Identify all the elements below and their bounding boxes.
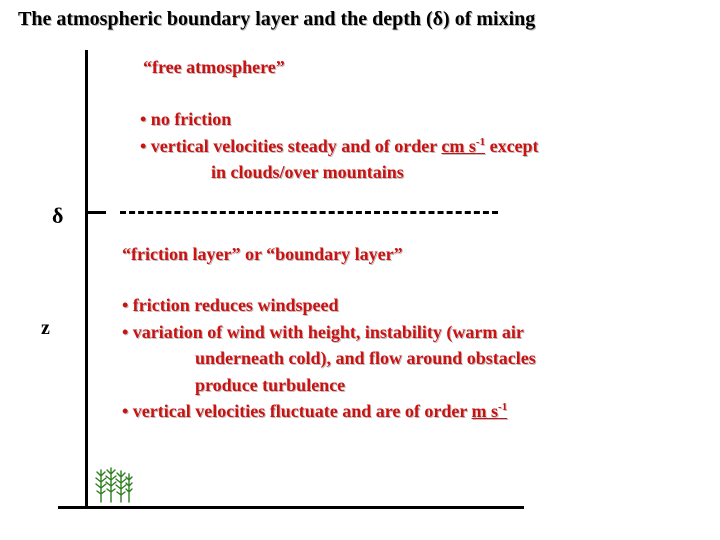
bullet-text-tail: except bbox=[485, 136, 539, 156]
page-title: The atmospheric boundary layer and the depth (δ) of mixing bbox=[18, 8, 536, 30]
unit-text: m s bbox=[471, 401, 499, 421]
unit-exponent: -1 bbox=[498, 401, 508, 413]
free-atmosphere-bullet-vertical-velocities bbox=[140, 136, 539, 157]
delta-label: δ bbox=[52, 203, 64, 228]
delta-tick bbox=[88, 211, 106, 214]
bullet-text: • vertical velocities fluctuate and are of order bbox=[122, 401, 472, 421]
boundary-layer-bullet-friction: • friction reduces windspeed bbox=[122, 295, 339, 315]
free-atmosphere-bullet-continuation: in clouds/over mountains bbox=[211, 162, 404, 182]
bullet-text: • vertical velocities steady and of order bbox=[140, 136, 442, 156]
unit-text: cm s bbox=[441, 136, 476, 156]
z-label: z bbox=[41, 317, 50, 339]
boundary-layer-heading: “friction layer” or “boundary layer” bbox=[122, 244, 403, 264]
unit-m-per-s bbox=[472, 401, 508, 421]
height-axis bbox=[85, 50, 88, 508]
unit-cm-per-s bbox=[441, 136, 485, 156]
boundary-layer-bullet-variation-cont1: underneath cold), and flow around obstacles bbox=[195, 348, 536, 368]
boundary-layer-bullet-variation: • variation of wind with height, instability (warm air bbox=[122, 322, 524, 342]
free-atmosphere-heading: “free atmosphere” bbox=[143, 57, 285, 77]
boundary-layer-bullet-vertical-velocities bbox=[122, 401, 507, 422]
ground-line bbox=[58, 506, 524, 509]
boundary-layer-top-dashed-line bbox=[120, 211, 498, 214]
unit-exponent: -1 bbox=[475, 136, 486, 148]
boundary-layer-bullet-variation-cont2: produce turbulence bbox=[195, 375, 346, 395]
trees-icon bbox=[95, 466, 133, 504]
free-atmosphere-bullet-no-friction: • no friction bbox=[140, 109, 232, 129]
